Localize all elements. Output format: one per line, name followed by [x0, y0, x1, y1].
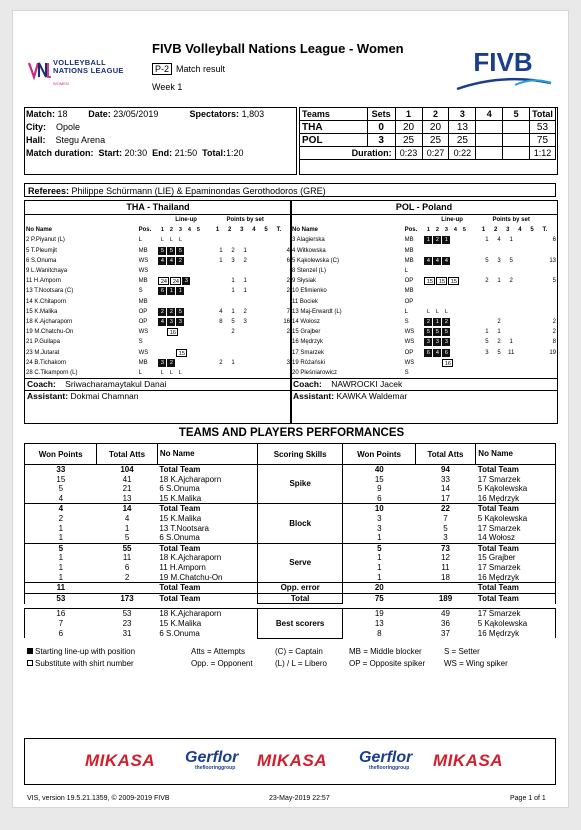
player-name: 6 S.Onuma [26, 257, 57, 264]
player-name: 11 Bociek [292, 298, 318, 305]
player-position: S [404, 369, 409, 376]
player-row [25, 235, 291, 245]
player-name: 13 Maj-Erwardt (L) [292, 308, 342, 315]
performance-row: 5 21 6 S.Onuma 9 14 5 Kąkolewska [25, 484, 556, 494]
player-position: MB [404, 237, 414, 244]
player-position: S [138, 339, 143, 346]
player-name: 19 Różański [292, 359, 326, 366]
performance-row: 6 31 6 S.Onuma 8 37 16 Mędrzyk [25, 629, 556, 639]
player-total: 2 [286, 329, 290, 336]
player-position: WS [404, 329, 415, 336]
player-name: 5 Kąkolewska (C) [292, 257, 340, 264]
player-name: 18 K.Ajcharaporn [26, 318, 73, 325]
player-row: 16 Mędrzyk WS 3 3 3 5 2 1 8 [291, 337, 557, 347]
player-position: L [404, 268, 408, 275]
sponsors-bar [24, 738, 556, 785]
player-lineup [157, 337, 214, 347]
player-name: 10 Efimienko [292, 288, 327, 295]
player-row [25, 347, 291, 357]
legend-line2: Substitute with shirt number Opp. = Opponent (L) / L = Libero OP = Opposite spiker WS = Wing spiker [27, 658, 508, 670]
player-lineup: 5 5 5 [423, 327, 480, 337]
vnl-logo [27, 57, 147, 87]
player-position: L [138, 237, 142, 244]
player-position: OP [138, 308, 148, 315]
player-position: MB [138, 359, 148, 366]
player-total [276, 368, 291, 378]
performance-row: 1 5 6 S.Onuma 1 3 14 Wołosz [25, 533, 556, 543]
player-row [25, 368, 291, 378]
player-total: 2 [552, 329, 556, 336]
performance-row: 4 13 15 K.Malika 6 17 16 Mędrzyk [25, 494, 556, 504]
coach: Coach: Sriwacharamaytakul Danai [25, 378, 291, 390]
player-position: MB [404, 288, 414, 295]
player-name: 9 L.Wanitchaya [26, 268, 68, 275]
player-name: 24 B.Tichakorn [26, 359, 67, 366]
performance-row: 11 Total Team Opp. error 20 Total Team [25, 583, 556, 594]
player-total [542, 368, 557, 378]
player-total [542, 246, 557, 256]
player-name: 17 Smarzek [292, 349, 325, 356]
sponsor-gerflor-2: Gerflor theflooringgroup [359, 749, 413, 771]
performance-row: 5 55 Total Team Serve 5 73 Total Team [25, 543, 556, 553]
player-name: 20 Pleśniarowicz [292, 369, 338, 376]
player-total: 2 [286, 288, 290, 295]
player-name: 5 T.Pleumjit [26, 247, 57, 254]
player-lineup: 6 1 1 [157, 286, 214, 296]
scoring-skill: Best scorers [257, 609, 343, 638]
player-name: 2 P.Piyanut (L) [26, 237, 65, 244]
players-table: Line-up Points by set No Name Pos. 1 2 3 4 5 1 2 3 4 5 T. 2 P.Piyanut (L) L L L L 5 T.Pleumjit MB 5 5 5 1 2 1 4 6 S.Onuma WS 4 4 2 1 3 2 6 9 L.Wanitchaya WS 11 H.Amporn MB 24 24 3 1 1 2 13 T.Nootsara (C) S 6 1 1 1 1 2 14 K.Chitaporn MB 15 K.Malika OP 2 2 5 4 1 2 7 18 K.Ajcharaporn OP 4 3 3 8 5 3 16 19 M.Chatchu-On WS 16 2 2 21 P.Gullapa S 23 M.Jutarat WS 15 24 B.Tichakorn MB 3 2 2 1 3 28 C.Tikamporn (L) L L L L [25, 215, 291, 378]
player-position: WS [138, 329, 149, 336]
player-row: 15 Grajber WS 5 5 5 1 1 2 [291, 327, 557, 337]
player-total: 6 [552, 237, 556, 244]
player-lineup: 1 2 1 [423, 235, 480, 245]
total-time: 1:20 [225, 147, 244, 158]
player-total: 4 [286, 247, 290, 254]
scoring-skill: Total [257, 593, 343, 604]
player-row [25, 337, 291, 347]
hall: Stegu Arena [55, 134, 106, 145]
vnl-logo-line3: WOMEN [53, 81, 69, 86]
player-lineup [423, 266, 480, 276]
player-total [276, 297, 291, 307]
city: Opole [56, 121, 81, 132]
player-lineup: 3 3 3 [423, 337, 480, 347]
player-lineup: L L L [426, 308, 448, 315]
player-name: 16 Mędrzyk [292, 339, 324, 346]
player-lineup [423, 286, 480, 296]
player-row: 5 Kąkolewska (C) MB 4 4 4 5 3 5 13 [291, 256, 557, 266]
player-row: 11 H.Amporn MB 24 24 3 1 1 2 [25, 276, 291, 286]
performance-row: 15 41 18 K.Ajcharaporn 15 33 17 Smarzek [25, 475, 556, 485]
player-position: WS [138, 268, 149, 275]
player-name: 4 Witkowska [292, 247, 326, 254]
player-lineup: L L L [160, 237, 182, 244]
player-row [291, 286, 557, 296]
player-lineup: 3 2 [157, 358, 214, 368]
fivb-logo-icon [453, 45, 553, 93]
player-row: 18 K.Ajcharaporn OP 4 3 3 8 5 3 16 [25, 317, 291, 327]
footer-datetime: 23-May-2019 22:57 [269, 795, 330, 802]
week-label: Week 1 [152, 82, 183, 92]
player-row: 13 T.Nootsara (C) S 6 1 1 1 1 2 [25, 286, 291, 296]
player-lineup: 15 [157, 347, 214, 357]
player-position: S [404, 318, 409, 325]
player-row: 24 B.Tichakorn MB 3 2 2 1 3 [25, 358, 291, 368]
player-lineup: 6 4 6 [423, 347, 480, 357]
fivb-logo [453, 45, 553, 93]
player-row [291, 246, 557, 256]
player-name: 11 H.Amporn [26, 278, 61, 285]
player-row [291, 266, 557, 276]
player-position: MB [138, 278, 148, 285]
player-row [291, 368, 557, 378]
player-total: 3 [286, 359, 290, 366]
player-position: OP [404, 278, 414, 285]
player-position: MB [138, 298, 148, 305]
referees-value: Philippe Schürmann (LIE) & Epaminondas Gerothodoros (GRE) [71, 186, 326, 196]
performances-title: TEAMS AND PLAYERS PERFORMANCES [178, 427, 405, 439]
page-title: FIVB Volleyball Nations League - Women [152, 41, 404, 56]
player-position: MB [404, 257, 414, 264]
player-name: 9 Słysiak [292, 278, 317, 285]
performance-row: 16 53 18 K.Ajcharaporn Best scorers 19 49 17 Smarzek [25, 609, 556, 619]
player-total: 2 [286, 278, 290, 285]
performance-row: 1 11 18 K.Ajcharaporn 1 12 15 Grajber [25, 553, 556, 563]
player-position: OP [404, 298, 414, 305]
performances-table: Won Points Total Atts No Name Scoring Skills Won Points Total Atts No Name 33 104 Total Team Spike 40 94 Total Team 15 41 18 K.Ajcharaporn 15 33 17 Smarzek 5 21 6 S.Onuma 9 14 5 Kąkolewska 4 13 15 K.Malika 6 17 16 Mędrzyk 4 14 Total Team Block 10 22 Total Team 2 4 15 K.Malika 3 7 5 Kąkolewska 1 1 13 T.Nootsara 3 5 17 Smarzek 1 5 6 S.Onuma 1 3 14 Wołosz 5 55 Total Team Serve 5 73 Total Team 1 11 18 K.Ajcharaporn 1 12 15 Grajber 1 6 11 H.Amporn 1 11 17 Smarzek 1 2 19 M.Chatchu-On 1 18 16 Mędrzyk 11 Total Team Opp. error 20 Total Team 53 173 Total Team Total 75 189 Total Team 16 53 18 K.Ajcharaporn Best scorers 19 49 17 Smarzek 7 23 15 K.Malika 13 36 5 Kąkolewska 6 31 6 S.Onuma 8 37 16 Mędrzyk [24, 443, 556, 639]
vnl-mark-icon [27, 59, 51, 83]
player-name: 23 M.Jutarat [26, 349, 60, 356]
player-name: 28 C.Tikamporn (L) [26, 369, 78, 376]
player-name: 14 Wołosz [292, 318, 320, 325]
player-row: 17 Smarzek OP 6 4 6 3 5 11 19 [291, 347, 557, 357]
player-total [542, 297, 557, 307]
player-total: 6 [286, 257, 290, 264]
player-position: MB [138, 247, 148, 254]
player-position: L [404, 308, 408, 315]
doc-code: P-2 [152, 63, 172, 75]
footer-version: VIS, version 19.5.21.1359, © 2009-2019 FIVB [27, 795, 170, 802]
player-lineup: 4 3 3 [157, 317, 214, 327]
substitute-icon [27, 660, 33, 666]
sponsor-mikasa-1: MIKASA [85, 751, 156, 770]
performance-row: 2 4 15 K.Malika 3 7 5 Kąkolewska [25, 514, 556, 524]
team-name: POL - Poland [291, 201, 557, 215]
sponsor-gerflor-1: Gerflor theflooringgroup [185, 749, 239, 771]
player-row [291, 358, 557, 368]
player-name: 21 P.Gullapa [26, 339, 60, 346]
player-row [25, 297, 291, 307]
scoring-skill: Block [257, 504, 343, 543]
player-lineup: 16 [423, 358, 480, 368]
scoring-skill: Opp. error [257, 583, 343, 594]
starting-lineup-icon [27, 648, 33, 654]
player-name: 13 T.Nootsara (C) [26, 288, 74, 295]
match-date: 23/05/2019 [113, 108, 159, 119]
match-info: Match: 18 Date: 23/05/2019 Spectators: 1,803 City: Opole Hall: Stegu Arena Match duration: Start: 20:30 End: 21:50 Total:1:20 [26, 108, 265, 158]
player-name: 19 M.Chatchu-On [26, 329, 74, 336]
player-row: 5 T.Pleumjit MB 5 5 5 1 2 1 4 [25, 246, 291, 256]
doc-type [152, 63, 225, 75]
vnl-logo-line1: VOLLEYBALL [53, 58, 106, 67]
performance-row: 1 1 13 T.Nootsara 3 5 17 Smarzek [25, 524, 556, 534]
performance-row: 7 23 15 K.Malika 13 36 5 Kąkolewska [25, 619, 556, 629]
performance-row: 33 104 Total Team Spike 40 94 Total Team [25, 465, 556, 475]
player-name: 15 Grajber [292, 329, 321, 336]
player-name: 14 K.Chitaporn [26, 298, 67, 305]
player-total [542, 358, 557, 368]
referees: Referees: Philippe Schürmann (LIE) & Epaminondas Gerothodoros (GRE) [24, 183, 556, 197]
player-row: 15 K.Malika OP 2 2 5 4 1 2 7 [25, 307, 291, 317]
player-row: 3 Alagierska MB 1 2 1 1 4 1 6 [291, 235, 557, 245]
player-name: 15 K.Malika [26, 308, 58, 315]
match-report-page [12, 10, 569, 808]
spectators: 1,803 [241, 108, 265, 119]
player-row [25, 266, 291, 276]
player-position: S [138, 288, 143, 295]
player-lineup: 4 4 4 [423, 256, 480, 266]
player-name: 8 Stenzel (L) [292, 268, 327, 275]
scoring-skill: Spike [257, 465, 343, 504]
assistant-coach: Assistant: Dokmai Chamnan [25, 390, 291, 402]
coach: Coach: NAWROCKI Jacek [291, 378, 557, 390]
player-row: 19 M.Chatchu-On WS 16 2 2 [25, 327, 291, 337]
player-total: 8 [552, 339, 556, 346]
player-total: 19 [549, 349, 556, 356]
legend [27, 646, 508, 670]
player-lineup [157, 266, 214, 276]
performance-row: 4 14 Total Team Block 10 22 Total Team [25, 504, 556, 514]
player-name: 3 Alagierska [292, 237, 325, 244]
sponsor-mikasa-3: MIKASA [433, 751, 504, 770]
player-total: 5 [552, 278, 556, 285]
player-lineup: 24 24 3 [157, 276, 214, 286]
players-table: Line-up Points by set No Name Pos. 1 2 3 4 5 1 2 3 4 5 T. 3 Alagierska MB 1 2 1 1 4 1 6 4 Witkowska MB 5 Kąkolewska (C) MB 4 4 4 5 3 5 13 8 Stenzel (L) L 9 Słysiak OP 15 15 15 2 1 2 5 10 Efimienko MB 11 Bociek OP 13 Maj-Erwardt (L) L L L L 14 Wołosz S 2 1 2 2 2 15 Grajber WS 5 5 5 1 1 2 16 Mędrzyk WS 3 3 3 5 2 1 8 17 Smarzek OP 6 4 6 3 5 11 19 19 Różański WS 16 20 Pleśniarowicz S [291, 215, 557, 378]
player-lineup: 5 5 5 [157, 246, 214, 256]
player-position: WS [138, 349, 149, 356]
player-lineup: L L L [160, 369, 182, 376]
player-lineup [423, 368, 480, 378]
player-lineup [423, 246, 480, 256]
player-position: WS [138, 257, 149, 264]
legend-line1: Starting line-up with position Atts = Attempts (C) = Captain MB = Middle blocker S = Setter [27, 646, 508, 658]
player-total [276, 347, 291, 357]
player-position: OP [404, 349, 414, 356]
scoring-skill: Serve [257, 543, 343, 582]
performance-row: 1 6 11 H.Amporn 1 11 17 Smarzek [25, 563, 556, 573]
player-total: 16 [283, 318, 290, 325]
player-lineup: 2 2 5 [157, 307, 214, 317]
footer-page: Page 1 of 1 [510, 795, 546, 802]
player-lineup [423, 297, 480, 307]
player-total: 7 [286, 308, 290, 315]
sets-table: Teams Sets 1 2 3 4 5 Total THA 0 20 20 13 53 POL 3 25 25 25 75 Duration: 0:23 0:27 0:22 1:12 [299, 107, 556, 160]
team-name: THA - Thailand [25, 201, 291, 215]
player-position: OP [138, 318, 148, 325]
sets-row-tha: THA 0 20 20 13 53 [300, 121, 556, 134]
doc-type-label: Match result [176, 64, 226, 74]
player-position: L [138, 369, 142, 376]
sponsor-mikasa-2: MIKASA [257, 751, 328, 770]
player-lineup: 15 15 15 [423, 276, 480, 286]
player-lineup: 4 4 2 [157, 256, 214, 266]
player-total [276, 337, 291, 347]
player-total [276, 235, 291, 245]
team-panel-tha [24, 200, 292, 424]
player-position: WS [404, 359, 415, 366]
player-row: 9 Słysiak OP 15 15 15 2 1 2 5 [291, 276, 557, 286]
player-lineup [157, 297, 214, 307]
player-total [542, 266, 557, 276]
player-row [291, 307, 557, 317]
end-time: 21:50 [174, 147, 198, 158]
player-total: 2 [552, 318, 556, 325]
match-number: 18 [57, 108, 68, 119]
player-row: 6 S.Onuma WS 4 4 2 1 3 2 6 [25, 256, 291, 266]
player-position: WS [404, 339, 415, 346]
performance-row: 1 2 19 M.Chatchu-On 1 18 16 Mędrzyk [25, 573, 556, 583]
assistant-coach: Assistant: KAWKA Waldemar [291, 390, 557, 402]
performance-row: 53 173 Total Team Total 75 189 Total Team [25, 593, 556, 604]
player-total [542, 286, 557, 296]
player-total: 13 [549, 257, 556, 264]
team-panel-pol [290, 200, 558, 424]
player-row: 14 Wołosz S 2 1 2 2 2 [291, 317, 557, 327]
player-row [291, 297, 557, 307]
vnl-logo-line2: NATIONS LEAGUE [53, 66, 124, 75]
player-lineup: 2 1 2 [423, 317, 480, 327]
player-total [542, 307, 557, 317]
sets-row-pol: POL 3 25 25 25 75 [300, 134, 556, 147]
start-time: 20:30 [124, 147, 148, 158]
sets-durations: Duration: 0:23 0:27 0:22 1:12 [300, 147, 556, 160]
fivb-logo-text: FIVB [473, 47, 533, 77]
player-lineup: 16 [157, 327, 214, 337]
player-total [276, 266, 291, 276]
player-position: MB [404, 247, 414, 254]
